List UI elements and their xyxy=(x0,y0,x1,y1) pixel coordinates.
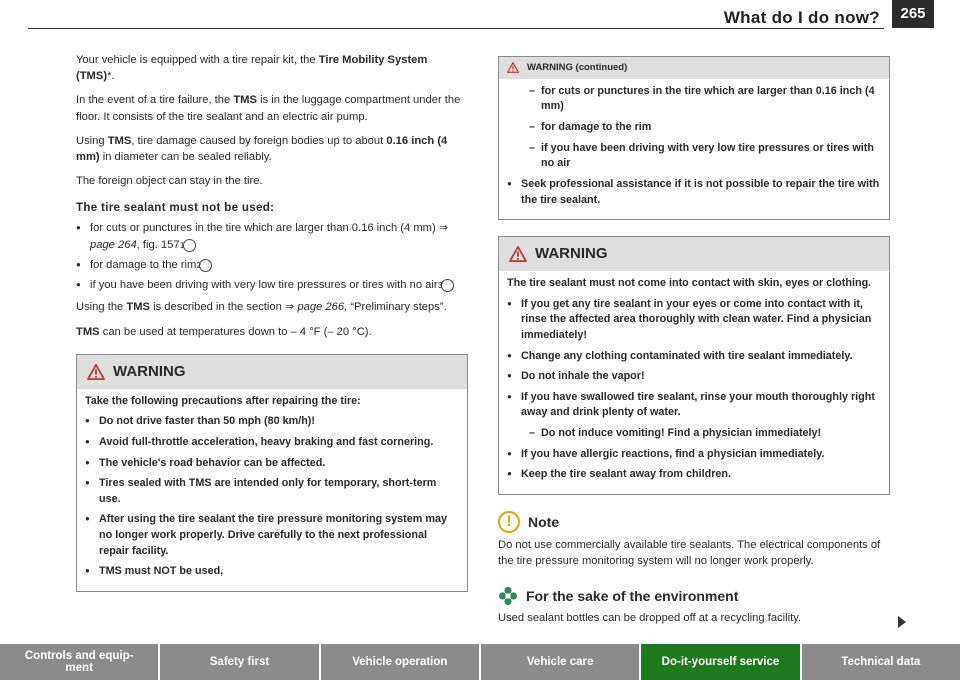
warning-triangle-icon xyxy=(507,62,519,73)
list-item: – Do not induce vomiting! Find a physician immediately! xyxy=(507,426,881,442)
note-heading: ! Note xyxy=(498,511,890,533)
tab-do-it-yourself-service[interactable]: Do-it-yourself service xyxy=(641,644,799,680)
warning-continued-header: WARNING (continued) xyxy=(499,57,889,79)
list-item: – if you have been driving with very low tire pressures or tires with no air xyxy=(507,141,881,172)
usage-paragraph: Using the TMS is described in the section ⇒ page 266, “Preliminary steps”. xyxy=(76,301,447,314)
intro-paragraph-4: The foreign object can stay in the tire. xyxy=(76,175,263,188)
callout-number: 3 xyxy=(441,279,454,292)
warning-continued-box xyxy=(498,56,890,220)
list-item: ● If you get any tire sealant in your eyes or come into contact with it, rinse the affected area thoroughly with clean water. Find a physician immediately! xyxy=(507,297,881,344)
page-reference-link[interactable]: page 266, xyxy=(297,301,348,314)
environment-flower-icon xyxy=(498,586,518,606)
warning-triangle-icon xyxy=(87,364,105,380)
warning-lead: Take the following precautions after repairing the tire: xyxy=(85,394,361,407)
list-item: – for damage to the rim xyxy=(507,120,881,136)
callout-number: 1 xyxy=(183,239,196,252)
list-item: ● TMS must NOT be used, xyxy=(85,564,459,580)
warning-header: WARNING xyxy=(77,355,467,389)
warning-continued-body xyxy=(499,79,889,219)
list-item: ● Do not inhale the vapor! xyxy=(507,369,881,385)
warning-header: WARNING xyxy=(499,237,889,271)
list-item: ● Seek professional assistance if it is not possible to repair the tire with the tire sealant. xyxy=(507,177,881,208)
warning-box xyxy=(498,236,890,495)
list-item: ● Change any clothing contaminated with tire sealant immediately. xyxy=(507,349,881,365)
note-exclamation-icon: ! xyxy=(498,511,520,533)
list-item: ● if you have been driving with very low tire pressures or tires with no air3 xyxy=(76,277,468,293)
list-item: ● Avoid full-throttle acceleration, heavy braking and fast cornering. xyxy=(85,435,459,451)
sealant-usage-heading: The tire sealant must not be used: xyxy=(76,200,275,214)
warning-triangle-icon xyxy=(509,246,527,262)
warning-body xyxy=(77,389,467,591)
list-item: ● Do not drive faster than 50 mph (80 km/h)! xyxy=(85,414,459,430)
page-reference-link[interactable]: page 264 xyxy=(90,238,137,251)
intro-paragraph-2: In the event of a tire failure, the TMS is in the luggage compartment under the floor. It consists of the tire sealant and an electric air pump. xyxy=(76,94,461,123)
tab-controls-and-equipment[interactable]: Controls and equip- ment xyxy=(0,644,158,680)
list-item: ● for cuts or punctures in the tire which are larger than 0.16 inch (4 mm) ⇒ page 264, fig. 1571 xyxy=(76,220,468,252)
intro-paragraph-1: Your vehicle is equipped with a tire repair kit, the Tire Mobility System (TMS)*. xyxy=(76,54,428,83)
page-number: 265 xyxy=(892,0,934,28)
warning-box xyxy=(76,354,468,592)
tab-technical-data[interactable]: Technical data xyxy=(802,644,960,680)
list-item: ● If you have swallowed tire sealant, rinse your mouth thoroughly right away and drink plenty of water. xyxy=(507,390,881,421)
footer-section-tabs xyxy=(0,644,960,680)
next-page-arrow-icon[interactable] xyxy=(898,616,906,628)
list-item: ● Tires sealed with TMS are intended only for temporary, short-term use. xyxy=(85,476,459,507)
list-item: ● After using the tire sealant the tire pressure monitoring system may no longer work properly. Drive carefully to the next professional repair facility. xyxy=(85,512,459,559)
right-column xyxy=(498,56,890,634)
left-column xyxy=(76,52,468,592)
warning-body xyxy=(499,271,889,494)
list-item: ● The vehicle's road behavior can be affected. xyxy=(85,456,459,472)
callout-number: 2 xyxy=(199,259,212,272)
list-item: ● for damage to the rim2 xyxy=(76,257,468,273)
tab-vehicle-care[interactable]: Vehicle care xyxy=(481,644,639,680)
note-text: Do not use commercially available tire sealants. The electrical components of the tire pressure monitoring system will no longer work properly. xyxy=(498,539,881,568)
header-rule xyxy=(28,28,884,29)
environment-heading: For the sake of the environment xyxy=(498,586,890,606)
tab-safety-first[interactable]: Safety first xyxy=(160,644,318,680)
environment-text: Used sealant bottles can be dropped off at a recycling facility. xyxy=(498,611,802,624)
list-item: – for cuts or punctures in the tire which are larger than 0.16 inch (4 mm) xyxy=(507,84,881,115)
intro-paragraph-3: Using TMS, tire damage caused by foreign bodies up to about 0.16 inch (4 mm) in diameter can be sealed reliably. xyxy=(76,134,448,164)
temperature-paragraph: TMS can be used at temperatures down to – 4 °F (– 20 °C). xyxy=(76,325,372,338)
tab-vehicle-operation[interactable]: Vehicle operation xyxy=(321,644,479,680)
list-item: ● Keep the tire sealant away from children. xyxy=(507,467,881,483)
page-heading: What do I do now? xyxy=(723,8,880,27)
warning-lead: The tire sealant must not come into contact with skin, eyes or clothing. xyxy=(507,277,872,289)
list-item: ● If you have allergic reactions, find a physician immediately. xyxy=(507,447,881,463)
